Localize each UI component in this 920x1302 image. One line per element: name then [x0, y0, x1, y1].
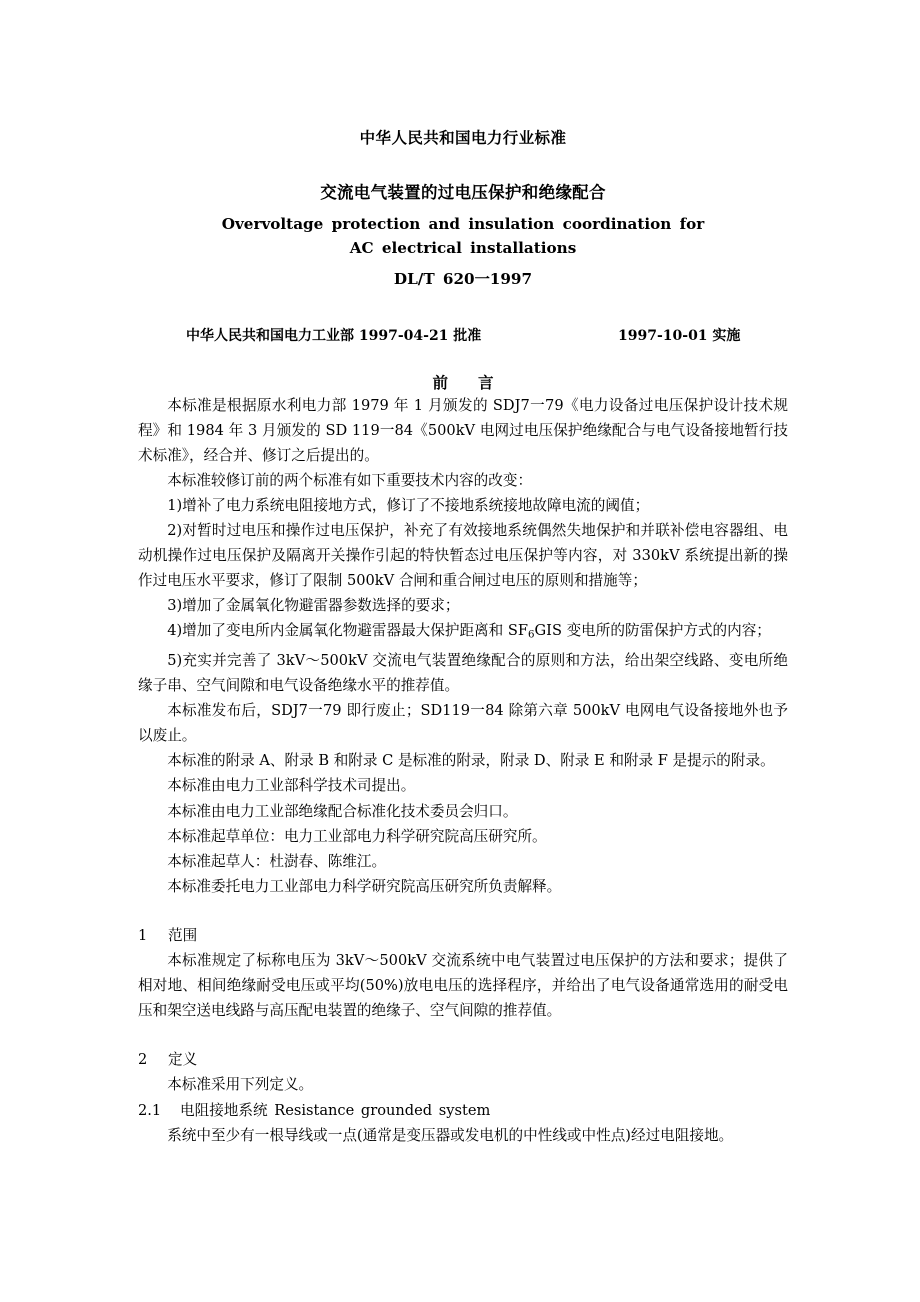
preface-administering-body: 本标准由电力工业部绝缘配合标准化技术委员会归口。 — [167, 802, 518, 820]
standard-number: DL/T 620一1997 — [393, 269, 533, 288]
preface-item-4-text-after-formula: GIS 变电所的防雷保护方式的内容； — [534, 622, 771, 640]
preface-item-5: 5)充实并完善了 3kV～500kV 交流电气装置绝缘配合的原则和方法，给出架空线路、变电所绝缘子串、空气间隙和电气设备绝缘水平的推荐值。 — [138, 652, 788, 695]
page-content — [138, 0, 788, 1148]
subsection-title-2-1: 电阻接地系统 Resistance grounded system — [180, 1101, 491, 1119]
section-title-2: 定义 — [168, 1051, 198, 1069]
implementation-date-label: 1997-10-01 实施 — [618, 327, 741, 344]
spacer-before-section-2 — [138, 1023, 788, 1047]
title-english-line-1: Overvoltage protection and insulation coordination for — [221, 215, 705, 234]
section-heading-2 — [138, 1047, 788, 1072]
preface-closing-paragraph-1: 本标准发布后，SDJ7一79 即行废止；SD119一84 除第六章 500kV 电网电气设备接地外也予以废止。 — [138, 702, 788, 745]
preface-heading-char-1: 前 — [432, 372, 448, 392]
subsection-number-2-1: 2.1 — [138, 1101, 162, 1119]
document-title-chinese: 交流电气装置的过电压保护和绝缘配合 — [320, 183, 606, 203]
section-title-1: 范围 — [168, 926, 198, 944]
section-number-2: 2 — [138, 1051, 148, 1069]
preface-item-2: 2)对暂时过电压和操作过电压保护，补充了有效接地系统偶然失地保护和并联补偿电容器组、电动机操作过电压保护及隔离开关操作引起的特快暂态过电压保护等内容，对 330kV 系统提出新的操作过电压水平要求，修订了限制 500kV 合闸和重合闸过电压的原则和措施等； — [138, 522, 788, 590]
section-number-1: 1 — [138, 926, 148, 944]
spacer-before-section-1 — [138, 899, 788, 923]
subsection-heading-2-1 — [138, 1098, 788, 1123]
preface-item-3: 3)增加了金属氧化物避雷器参数选择的要求； — [167, 597, 460, 615]
sf6-subscript: 6 — [528, 629, 535, 641]
preface-drafting-organization: 本标准起草单位：电力工业部电力科学研究院高压研究所。 — [167, 827, 547, 845]
preface-item-4 — [138, 618, 788, 648]
standard-authority-label: 中华人民共和国电力行业标准 — [359, 128, 567, 147]
title-english-line-2: AC electrical installations — [349, 238, 577, 257]
section-heading-1 — [138, 923, 788, 948]
document-header — [138, 128, 788, 289]
section-body-1: 本标准规定了标称电压为 3kV～500kV 交流系统中电气装置过电压保护的方法和要求；提供了相对地、相间绝缘耐受电压或平均(50%)放电电压的选择程序，并给出了电气设备通常选用的耐受电压和架空送电线路与高压配电装置的绝缘子、空气间隙的推荐值。 — [138, 952, 788, 1020]
approval-row — [138, 325, 788, 345]
preface-interpretation-body: 本标准委托电力工业部电力科学研究院高压研究所负责解释。 — [167, 877, 562, 895]
preface-item-1: 1)增补了电力系统电阻接地方式，修订了不接地系统接地故障电流的阈值； — [167, 496, 650, 514]
section-body-2: 本标准采用下列定义。 — [167, 1076, 314, 1094]
preface-drafters: 本标准起草人：杜澍春、陈维江。 — [167, 852, 387, 870]
preface-heading — [138, 371, 788, 393]
preface-item-4-text-before-formula: 4)增加了变电所内金属氧化物避雷器最大保护距离和 SF — [167, 622, 528, 640]
preface-heading-char-2: 言 — [478, 372, 494, 392]
preface-paragraph-1: 本标准是根据原水利电力部 1979 年 1 月颁发的 SDJ7一79《电力设备过电压保护设计技术规程》和 1984 年 3 月颁发的 SD 119一84《500kV 电网过电压保护绝缘配合与电气设备接地暂行技术标准》，经合并、修订之后提出的。 — [138, 396, 788, 464]
approval-date-label: 中华人民共和国电力工业部 1997-04-21 批准 — [186, 327, 482, 344]
subsection-body-2-1: 系统中至少有一根导线或一点(通常是变压器或发电机的中性线或中性点)经过电阻接地。 — [167, 1126, 734, 1144]
preface-closing-paragraph-2: 本标准的附录 A、附录 B 和附录 C 是标准的附录，附录 D、附录 E 和附录 F 是提示的附录。 — [167, 752, 775, 770]
preface-proposer: 本标准由电力工业部科学技术司提出。 — [167, 777, 416, 795]
preface-paragraph-2: 本标准较修订前的两个标准有如下重要技术内容的改变： — [167, 471, 533, 489]
document-title-english — [138, 213, 788, 260]
